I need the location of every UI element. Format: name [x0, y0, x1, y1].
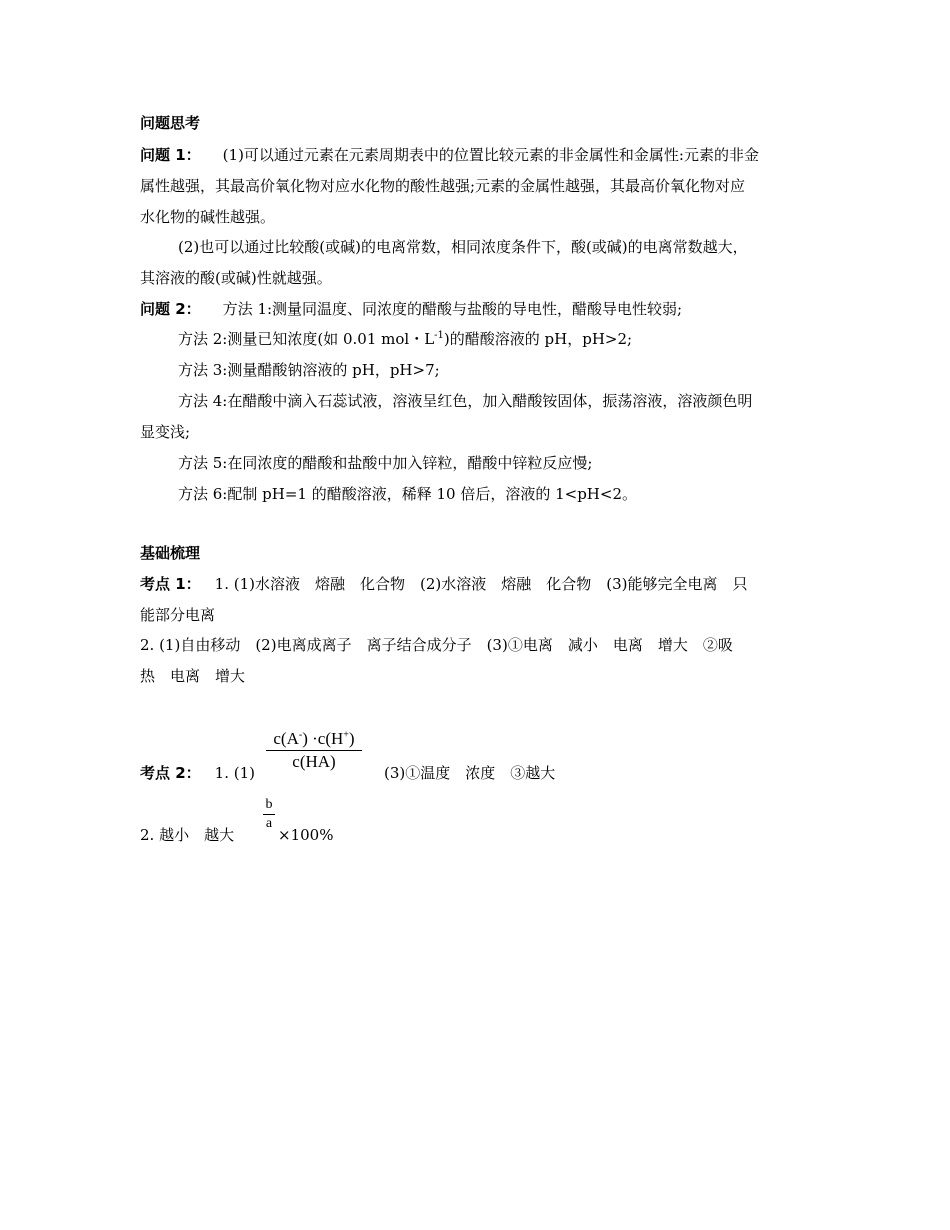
percent-suffix: ×100%: [278, 826, 334, 844]
method-4-line-2: 显变浅;: [140, 423, 191, 441]
key-point-1-line-2: 能部分电离: [140, 606, 216, 624]
method-2: 方法 2:测量已知浓度(如 0.01 mol・$L^{-1}$)的醋酸溶液的 pH，pH>2;: [178, 330, 633, 348]
key-point-1-line-3: 2. (1)自由移动 (2)电离成离子 离子结合成分子 (3)①电离 减小 电离 增大 ②吸: [140, 636, 733, 654]
ionization-degree-fraction: [263, 796, 275, 833]
key-point-2-line-1-tail: (3)①温度 浓度 ③越大: [384, 764, 556, 782]
method-4-line-1: 方法 4:在醋酸中滴入石蕊试液，溶液呈红色，加入醋酸铵固体，振荡溶液，溶液颜色明: [178, 392, 753, 410]
question-1-line-1: 问题 1： (1)可以通过元素在元素周期表中的位置比较元素的非金属性和金属性:元素的非金: [140, 146, 759, 164]
question-1-line-4: (2)也可以通过比较酸(或碱)的电离常数，相同浓度条件下，酸(或碱)的电离常数越大，: [178, 238, 748, 256]
question-2-line-1: 问题 2： 方法 1:测量同温度、同浓度的醋酸与盐酸的导电性，醋酸导电性较弱;: [140, 300, 683, 318]
question-2-label: 问题 2：: [140, 300, 201, 318]
method-6: 方法 6:配制 pH=1 的醋酸溶液，稀释 10 倍后，溶液的 1<pH<2。: [178, 485, 637, 503]
question-1-line-2: 属性越强，其最高价氧化物对应水化物的酸性越强;元素的金属性越强，其最高价氧化物对应: [140, 177, 746, 195]
key-point-2-line-2: 2. 越小 越大: [140, 826, 235, 844]
fraction-denominator-a: a: [265, 816, 273, 831]
section-heading-thinking: 问题思考: [140, 114, 201, 132]
key-point-1-line-1: 考点 1： 1. (1)水溶液 熔融 化合物 (2)水溶液 熔融 化合物 (3)能够完全电离 只: [140, 575, 748, 593]
question-1-line-3: 水化物的碱性越强。: [140, 208, 276, 226]
fraction-numerator-b: b: [265, 797, 273, 812]
section-heading-basics: 基础梳理: [140, 544, 201, 562]
method-3: 方法 3:测量醋酸钠溶液的 pH，pH>7;: [178, 361, 440, 379]
fraction-numerator: c(A-) ·c(H+): [273, 729, 355, 748]
key-point-2-line-1: 考点 2： 1. (1): [140, 764, 255, 782]
question-1-line-5: 其溶液的酸(或碱)性就越强。: [140, 269, 332, 287]
fraction-denominator: c(HA): [292, 752, 336, 771]
method-5: 方法 5:在同浓度的醋酸和盐酸中加入锌粒，醋酸中锌粒反应慢;: [178, 454, 593, 472]
key-point-1-label: 考点 1：: [140, 575, 201, 593]
question-1-label: 问题 1：: [140, 146, 201, 164]
ionization-constant-fraction: [266, 728, 362, 773]
key-point-2-label: 考点 2：: [140, 764, 201, 782]
key-point-1-line-4: 热 电离 增大: [140, 667, 246, 685]
